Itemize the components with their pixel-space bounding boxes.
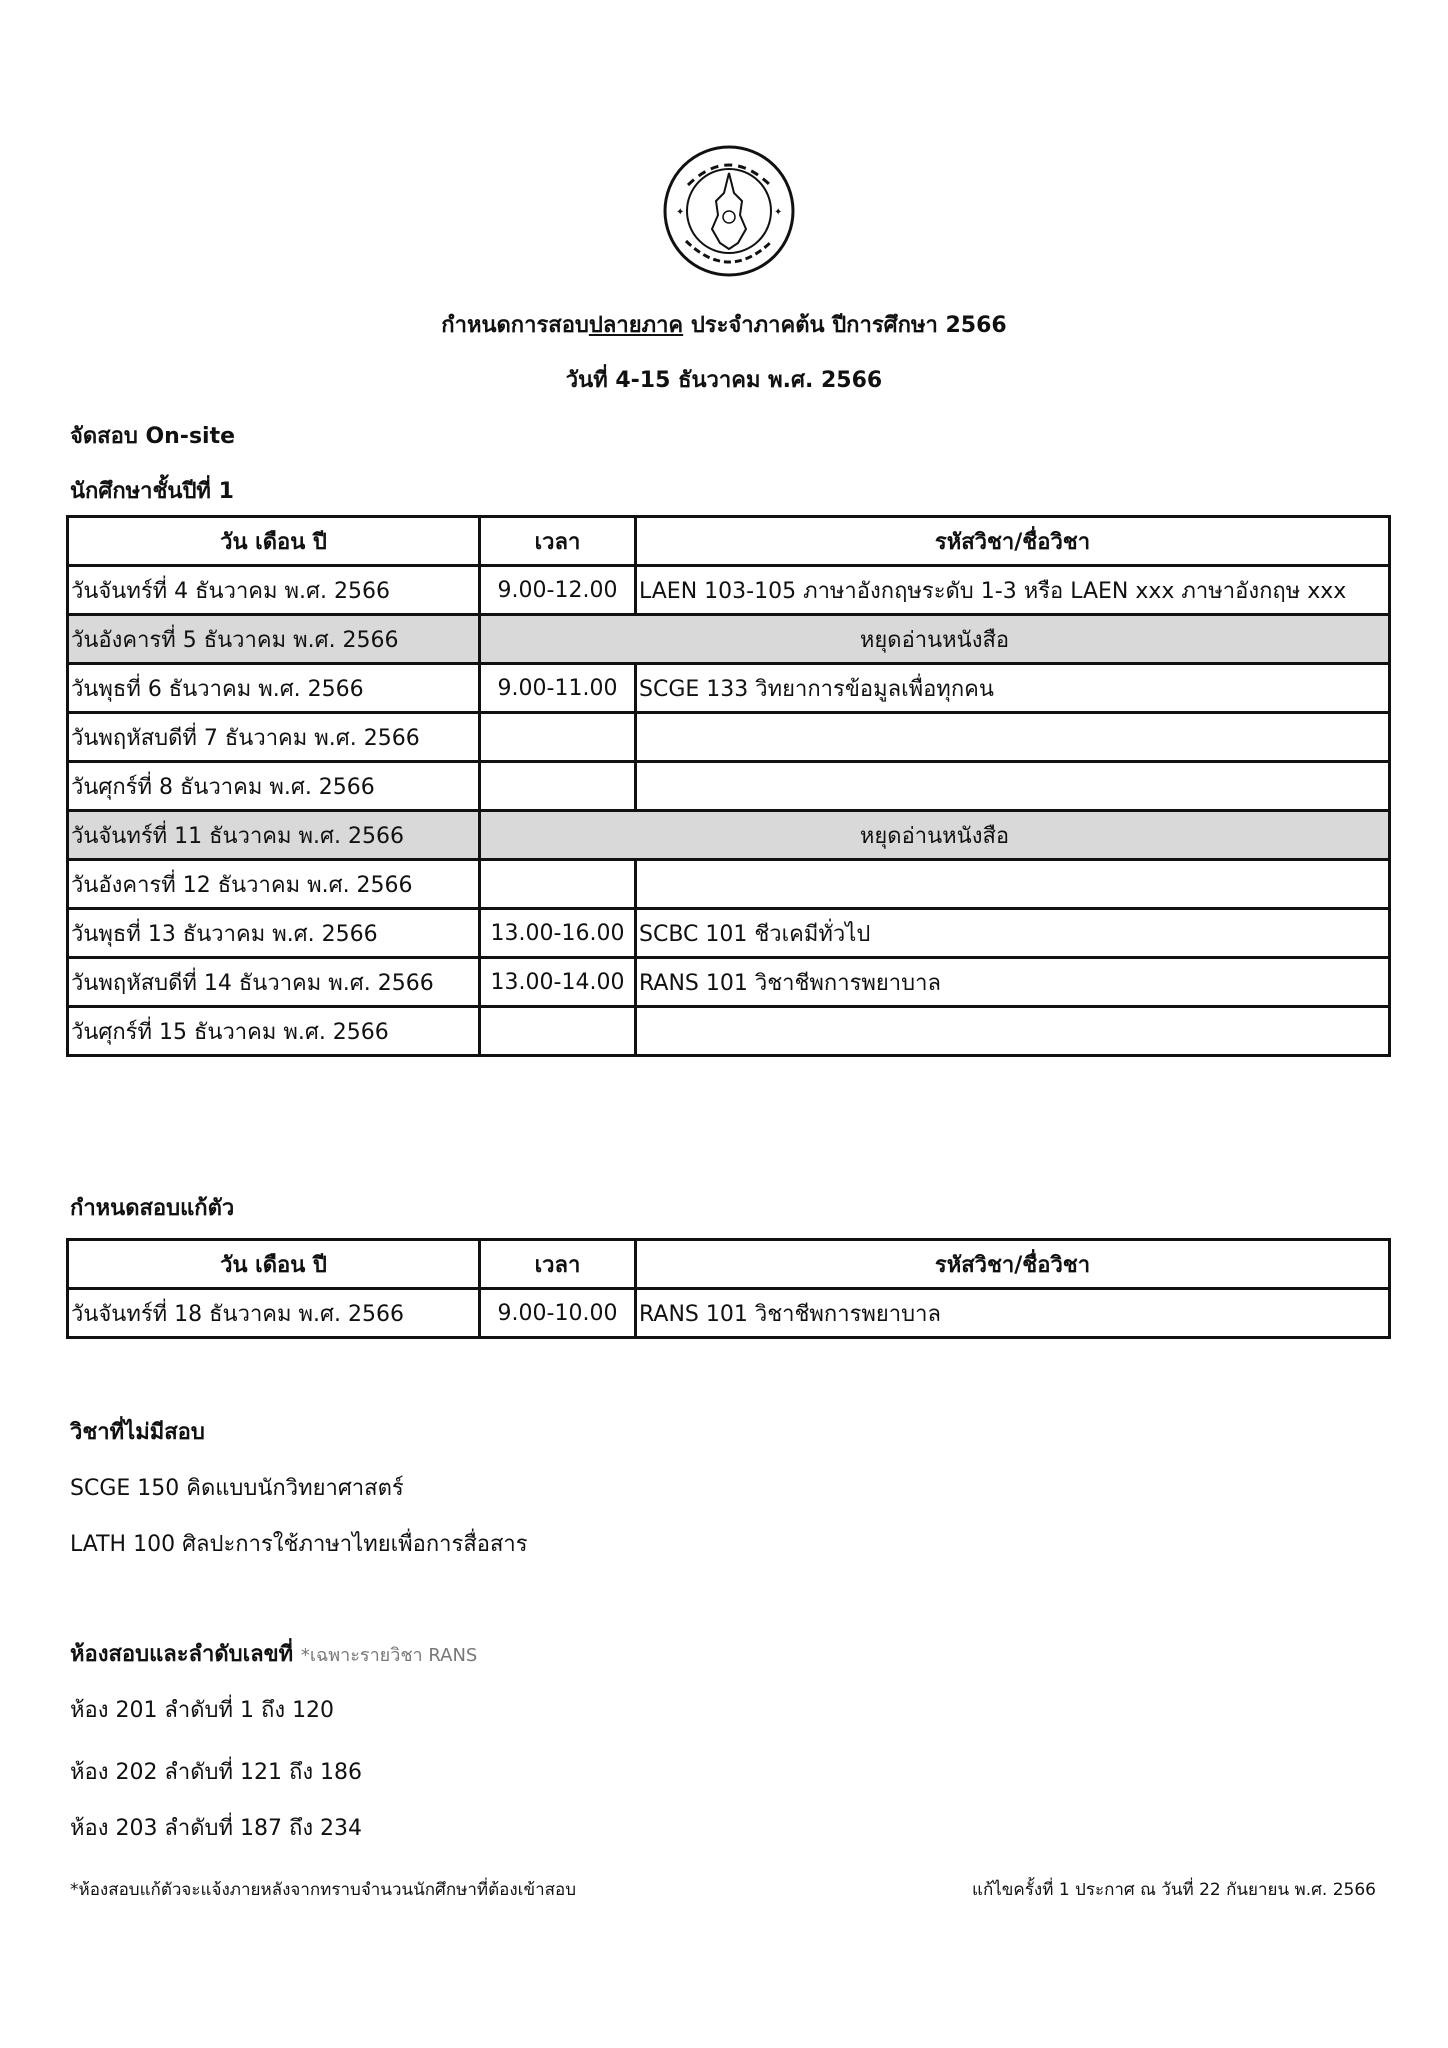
document-title bbox=[0, 307, 1448, 342]
cell-course: LAEN 103-105 ภาษาอังกฤษระดับ 1-3 หรือ LAEN xxx ภาษาอังกฤษ xxx bbox=[636, 566, 1390, 615]
table-row bbox=[68, 909, 1390, 958]
header-date: วัน เดือน ปี bbox=[68, 1240, 480, 1289]
cell-course bbox=[636, 860, 1390, 909]
room-item: ห้อง 202 ลำดับที่ 121 ถึง 186 bbox=[70, 1760, 363, 1785]
revision-note: แก้ไขครั้งที่ 1 ประกาศ ณ วันที่ 22 กันยายน พ.ศ. 2566 bbox=[971, 1880, 1376, 1900]
rooms-heading-text: ห้องสอบและลำดับเลขที่ bbox=[70, 1642, 294, 1667]
header-time: เวลา bbox=[480, 517, 636, 566]
no-exam-heading: วิชาที่ไม่มีสอบ bbox=[70, 1420, 205, 1445]
cell-break-label: หยุดอ่านหนังสือ bbox=[480, 811, 1390, 860]
cell-date: วันศุกร์ที่ 8 ธันวาคม พ.ศ. 2566 bbox=[68, 762, 480, 811]
cell-course: RANS 101 วิชาชีพการพยาบาล bbox=[636, 958, 1390, 1007]
rooms-note: *เฉพาะรายวิชา RANS bbox=[300, 1645, 478, 1666]
onsite-heading: จัดสอบ On-site bbox=[70, 424, 236, 449]
cell-course bbox=[636, 1007, 1390, 1056]
table-row bbox=[68, 566, 1390, 615]
cell-course bbox=[636, 713, 1390, 762]
cell-date: วันจันทร์ที่ 18 ธันวาคม พ.ศ. 2566 bbox=[68, 1289, 480, 1338]
footer-note: *ห้องสอบแก้ตัวจะแจ้งภายหลังจากทราบจำนวนนักศึกษาที่ต้องเข้าสอบ bbox=[70, 1880, 577, 1900]
cell-time: 9.00-11.00 bbox=[480, 664, 636, 713]
cell-time bbox=[480, 762, 636, 811]
cell-time bbox=[480, 860, 636, 909]
makeup-schedule-table bbox=[66, 1238, 1391, 1339]
cell-date: วันพฤหัสบดีที่ 7 ธันวาคม พ.ศ. 2566 bbox=[68, 713, 480, 762]
title-suffix: ประจำภาคต้น ปีการศึกษา 2566 bbox=[683, 313, 1007, 338]
cell-date: วันจันทร์ที่ 4 ธันวาคม พ.ศ. 2566 bbox=[68, 566, 480, 615]
cell-date: วันอังคารที่ 12 ธันวาคม พ.ศ. 2566 bbox=[68, 860, 480, 909]
table-header-row bbox=[68, 517, 1390, 566]
cell-time bbox=[480, 1007, 636, 1056]
no-exam-item: LATH 100 ศิลปะการใช้ภาษาไทยเพื่อการสื่อสาร bbox=[70, 1532, 528, 1557]
cell-course: SCBC 101 ชีวเคมีทั่วไป bbox=[636, 909, 1390, 958]
svg-text:✦: ✦ bbox=[676, 207, 685, 218]
table-row bbox=[68, 958, 1390, 1007]
cell-course: RANS 101 วิชาชีพการพยาบาล bbox=[636, 1289, 1390, 1338]
title-prefix: กำหนดการสอบ bbox=[441, 313, 589, 338]
rooms-heading bbox=[70, 1636, 477, 1671]
header-date: วัน เดือน ปี bbox=[68, 517, 480, 566]
exam-schedule-table bbox=[66, 515, 1391, 1057]
table-row bbox=[68, 664, 1390, 713]
cell-time: 13.00-16.00 bbox=[480, 909, 636, 958]
cell-time: 13.00-14.00 bbox=[480, 958, 636, 1007]
cell-date: วันศุกร์ที่ 15 ธันวาคม พ.ศ. 2566 bbox=[68, 1007, 480, 1056]
svg-text:✦: ✦ bbox=[774, 207, 783, 218]
cell-break-label: หยุดอ่านหนังสือ bbox=[480, 615, 1390, 664]
cell-course: SCGE 133 วิทยาการข้อมูลเพื่อทุกคน bbox=[636, 664, 1390, 713]
cell-date: วันพุธที่ 6 ธันวาคม พ.ศ. 2566 bbox=[68, 664, 480, 713]
title-underlined: ปลายภาค bbox=[588, 313, 684, 338]
cell-time bbox=[480, 713, 636, 762]
table-row bbox=[68, 1289, 1390, 1338]
cell-date: วันพุธที่ 13 ธันวาคม พ.ศ. 2566 bbox=[68, 909, 480, 958]
year-heading: นักศึกษาชั้นปีที่ 1 bbox=[70, 479, 234, 504]
header-course: รหัสวิชา/ชื่อวิชา bbox=[636, 1240, 1390, 1289]
room-item: ห้อง 201 ลำดับที่ 1 ถึง 120 bbox=[70, 1698, 335, 1723]
cell-course bbox=[636, 762, 1390, 811]
header-course: รหัสวิชา/ชื่อวิชา bbox=[636, 517, 1390, 566]
no-exam-item: SCGE 150 คิดแบบนักวิทยาศาสตร์ bbox=[70, 1476, 404, 1501]
university-seal-logo bbox=[658, 145, 800, 277]
table-row bbox=[68, 1007, 1390, 1056]
cell-time: 9.00-10.00 bbox=[480, 1289, 636, 1338]
makeup-heading: กำหนดสอบแก้ตัว bbox=[70, 1196, 235, 1221]
table-row bbox=[68, 860, 1390, 909]
cell-date: วันอังคารที่ 5 ธันวาคม พ.ศ. 2566 bbox=[68, 615, 480, 664]
cell-time: 9.00-12.00 bbox=[480, 566, 636, 615]
table-header-row bbox=[68, 1240, 1390, 1289]
table-row bbox=[68, 762, 1390, 811]
cell-date: วันพฤหัสบดีที่ 14 ธันวาคม พ.ศ. 2566 bbox=[68, 958, 480, 1007]
document-date-range: วันที่ 4-15 ธันวาคม พ.ศ. 2566 bbox=[565, 368, 883, 393]
room-item: ห้อง 203 ลำดับที่ 187 ถึง 234 bbox=[70, 1816, 363, 1841]
table-row-break bbox=[68, 811, 1390, 860]
table-row-break bbox=[68, 615, 1390, 664]
cell-date: วันจันทร์ที่ 11 ธันวาคม พ.ศ. 2566 bbox=[68, 811, 480, 860]
header-time: เวลา bbox=[480, 1240, 636, 1289]
table-row bbox=[68, 713, 1390, 762]
